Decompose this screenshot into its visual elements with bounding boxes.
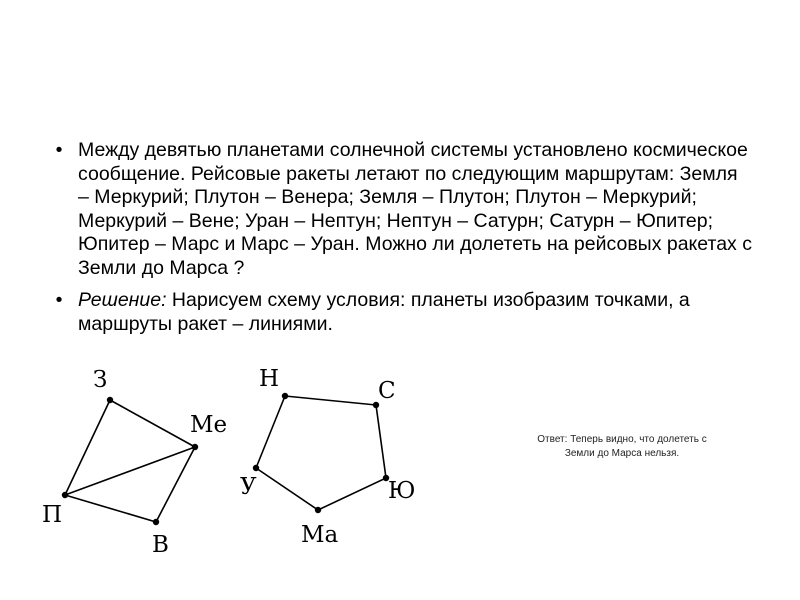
edge-u-n xyxy=(256,396,285,468)
edge-n-s xyxy=(285,396,376,405)
bullet-solution-lead: Решение: xyxy=(78,289,167,311)
label-me: Ме xyxy=(190,412,228,438)
graph-inner-planets xyxy=(42,367,227,558)
edge-ma-u xyxy=(256,468,318,510)
edge-p-v xyxy=(65,495,156,522)
node-p xyxy=(62,492,68,498)
edge-v-me xyxy=(156,447,195,522)
node-u xyxy=(253,465,259,471)
label-s: С xyxy=(378,378,396,404)
answer-note: Ответ: Теперь видно, что долететь с Земли до Марса нельзя. xyxy=(537,434,707,459)
label-n: Н xyxy=(259,366,280,392)
edge-z-me xyxy=(110,400,195,447)
bullet-solution-text: Нарисуем схему условия: планеты изобразим точками, а маршруты ракет – линиями. xyxy=(78,289,690,335)
label-v: В xyxy=(152,532,169,558)
bullet-dot-icon: • xyxy=(55,289,63,311)
node-v xyxy=(153,519,159,525)
label-z: З xyxy=(93,367,108,393)
label-ma: Ма xyxy=(301,522,339,548)
label-p: П xyxy=(42,502,63,528)
graph-outer-planets xyxy=(240,366,415,548)
label-yu: Ю xyxy=(388,478,416,504)
label-u: У xyxy=(240,474,257,500)
node-me xyxy=(192,444,198,450)
node-ma xyxy=(315,507,321,513)
node-z xyxy=(107,397,113,403)
bullet-problem-text: Между девятью планетами солнечной системы установлено космическое сообщение. Рейсовые ракеты летают по следующим маршрутам: Земля – Меркурий; Плутон – Венера; Земля – Плутон; Плутон – Меркурий; Меркурий – Вене; Уран – Нептун; Нептун – Сатурн; Сатурн – Юпитер; Юпитер – Марс и Марс – Уран. Можно ли долететь на рейсовых ракетах с Земли до Марса ? xyxy=(78,139,752,279)
edge-s-yu xyxy=(376,405,386,478)
node-n xyxy=(282,393,288,399)
bullet-dot-icon: • xyxy=(55,139,63,161)
edge-yu-ma xyxy=(318,478,386,510)
